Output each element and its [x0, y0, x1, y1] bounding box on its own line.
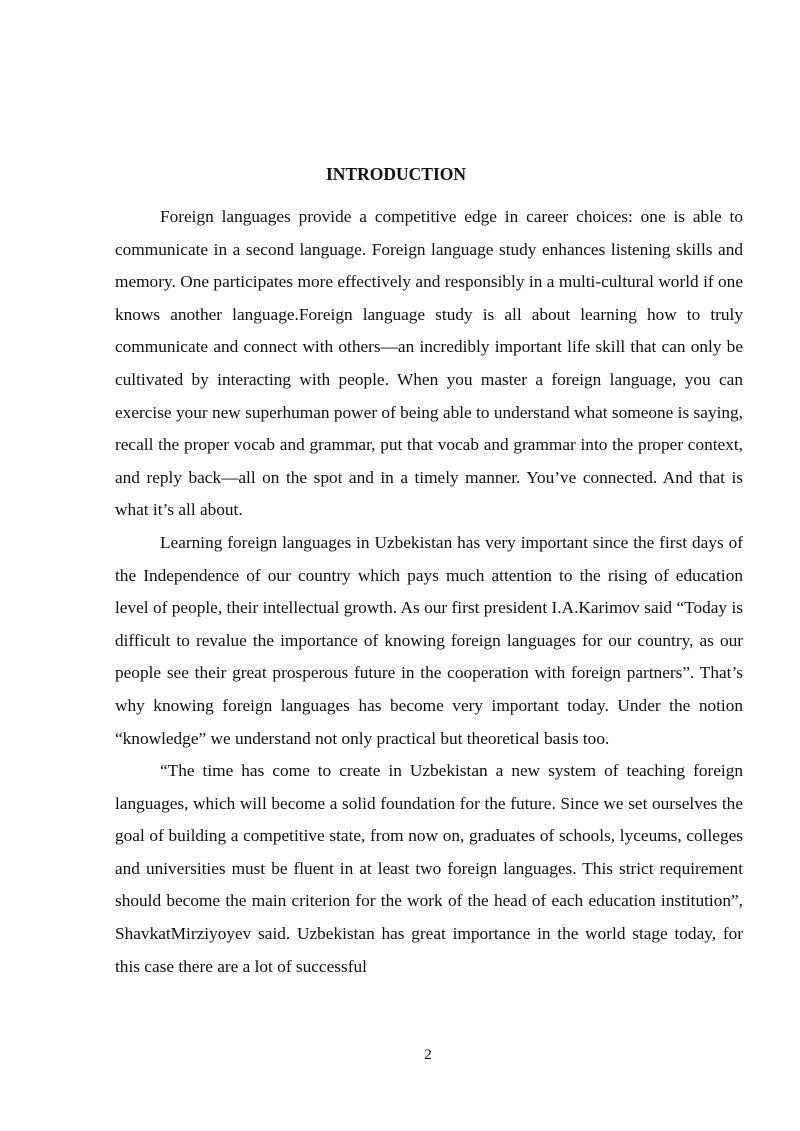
- paragraph-3: “The time has come to create in Uzbekistan a new system of teaching foreign languages, which will become a solid foundation for the future. Since we set ourselves the goal of building a competitive state, from now on, graduates of schools, lyceums, colleges and universities must be fluent in at least two foreign languages. This strict requirement should become the main criterion for the work of the head of each education institution”, ShavkatMirziyoyev said. Uzbekistan has great importance in the world stage today, for this case there are a lot of successful: [115, 761, 743, 976]
- paragraph-1: Foreign languages provide a competitive edge in career choices: one is able to communicate in a second language. Foreign language study enhances listening skills and memory. One participates more effectively and responsibly in a multi-cultural world if one knows another language.Foreign language study is all about learning how to truly communicate and connect with others—an incredibly important life skill that can only be cultivated by interacting with people. When you master a foreign language, you can exercise your new superhuman power of being able to understand what someone is saying, recall the proper vocab and grammar, put that vocab and grammar into the proper context, and reply back—all on the spot and in a timely manner. You’ve connected. And that is what it’s all about.: [115, 207, 743, 520]
- section-heading: [0, 162, 800, 186]
- body-text: [115, 201, 743, 983]
- page-number-text: 2: [424, 1047, 432, 1063]
- section-heading-text: INTRODUCTION: [325, 164, 467, 184]
- paragraph-2: Learning foreign languages in Uzbekistan has very important since the first days of the Independence of our country which pays much attention to the rising of education level of people, their intellectual growth. As our first president I.A.Karimov said “Today is difficult to revalue the importance of knowing foreign languages for our country, as our people see their great prosperous future in the cooperation with foreign partners”. That’s why knowing foreign languages has become very important today. Under the notion “knowledge” we understand not only practical but theoretical basis too.: [115, 532, 743, 748]
- page-number: [0, 1045, 800, 1065]
